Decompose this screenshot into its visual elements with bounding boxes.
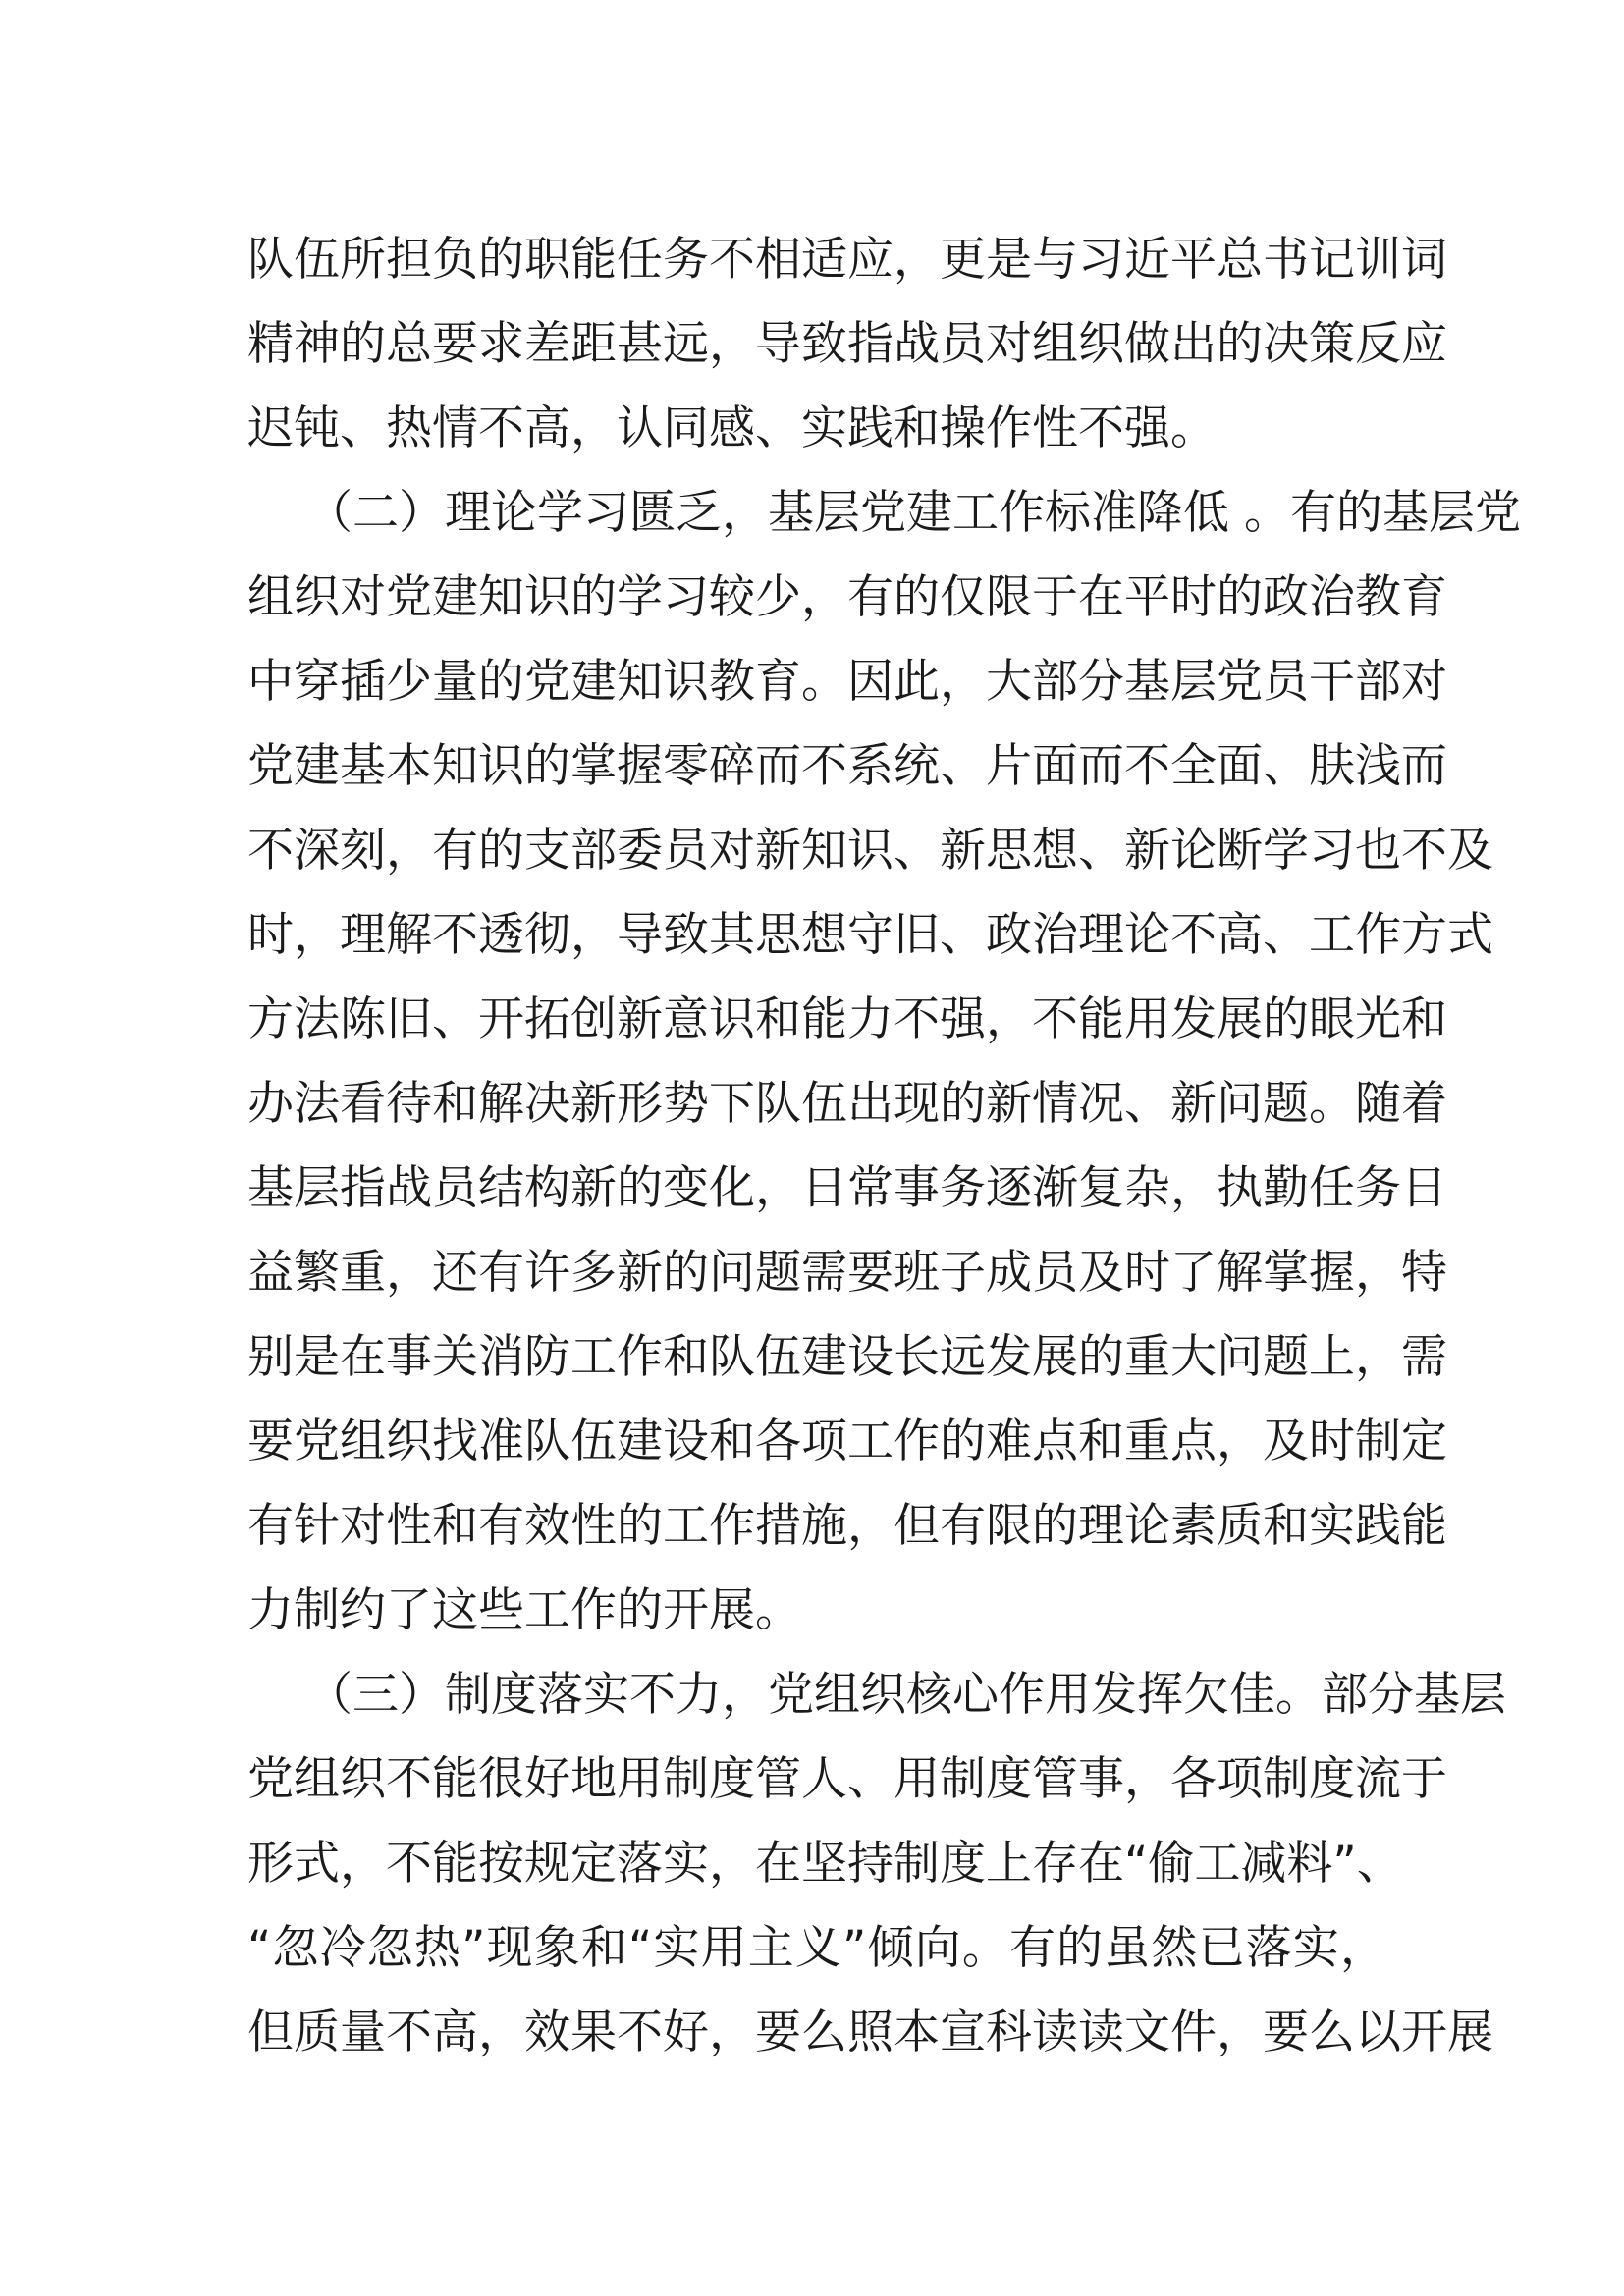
text-line: 精神的总要求差距甚远，导致指战员对组织做出的决策反应 xyxy=(247,317,1447,371)
text-line: 不深刻，有的支部委员对新知识、新思想、新论断学习也不及 xyxy=(247,824,1493,878)
text-line: 队伍所担负的职能任务不相适应，更是与习近平总书记训词 xyxy=(247,233,1447,287)
text-line: 迟钝、热情不高，认同感、实践和操作性不强。 xyxy=(247,401,1217,455)
text-line: 组织对党建知识的学习较少，有的仅限于在平时的政治教育 xyxy=(247,570,1447,624)
text-line: 方法陈旧、开拓创新意识和能力不强，不能用发展的眼光和 xyxy=(247,992,1447,1046)
text-line: 力制约了这些工作的开展。 xyxy=(247,1583,801,1637)
text-line: 办法看待和解决新形势下队伍出现的新情况、新问题。随着 xyxy=(247,1077,1447,1131)
text-line: 中穿插少量的党建知识教育。因此，大部分基层党员干部对 xyxy=(247,655,1447,709)
text-line: 形式，不能按规定落实，在坚持制度上存在“偷工减料”、 xyxy=(247,1837,1403,1891)
text-line: 要党组织找准队伍建设和各项工作的难点和重点，及时制定 xyxy=(247,1415,1447,1468)
text-line: 基层指战员结构新的变化，日常事务逐渐复杂，执勤任务日 xyxy=(247,1161,1447,1215)
text-line: 别是在事关消防工作和队伍建设长远发展的重大问题上，需 xyxy=(247,1330,1447,1384)
text-line: 党组织不能很好地用制度管人、用制度管事，各项制度流于 xyxy=(247,1752,1447,1806)
text-line: 但质量不高，效果不好，要么照本宣科读读文件，要么以开展 xyxy=(247,2005,1493,2059)
section-heading-line: （三）制度落实不力，党组织核心作用发挥欠佳。部分基层 xyxy=(306,1668,1506,1722)
section-heading-line: （二）理论学习匮乏，基层党建工作标准降低 。有的基层党 xyxy=(306,486,1521,540)
document-body xyxy=(247,218,1521,2075)
text-line: 时，理解不透彻，导致其思想守旧、政治理论不高、工作方式 xyxy=(247,908,1493,962)
text-line: 党建基本知识的掌握零碎而不系统、片面而不全面、肤浅而 xyxy=(247,739,1447,793)
text-line: 益繁重，还有许多新的问题需要班子成员及时了解掌握，特 xyxy=(247,1246,1447,1300)
text-line: “忽冷忽热”现象和“实用主义”倾向。有的虽然已落实， xyxy=(247,1921,1386,1975)
text-line: 有针对性和有效性的工作措施，但有限的理论素质和实践能 xyxy=(247,1499,1447,1553)
